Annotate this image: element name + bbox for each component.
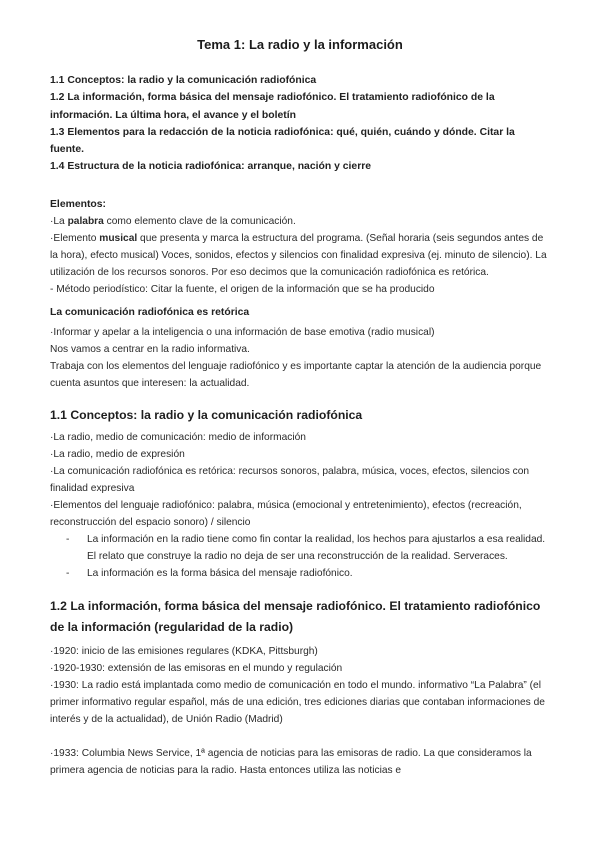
retorica-paragraph: Nos vamos a centrar en la radio informativa. [50,343,250,355]
section-paragraph: ·Elementos del lenguaje radiofónico: palabra, música (emocional y entretenimiento), efectos (recreación, reconstrucción del espacio sonoro) / silencio [50,499,522,528]
retorica-paragraph: ·Informar y apelar a la inteligencia o una información de base emotiva (radio musical) [50,326,435,338]
section-paragraph: ·1933: Columbia News Service, 1ª agencia de noticias para las emisoras de radio. La que consideramos la primera agencia de noticias para la radio. Hasta entonces utiliza las noticias e [50,747,532,776]
topic-index [50,72,550,176]
elementos-paragraph: ·Elemento musical que presenta y marca la estructura del programa. (Señal horaria (seis segundos antes de la hora), efecto musical) Voces, sonidos, efectos y silencios con finalidad expresiva (ej. minuto de silencio). La utilización de los recursos sonoros. Por eso decimos que la comunicación radiofónica es retórica. [50,232,547,278]
elementos-paragraph: - Método periodístico: Citar la fuente, el origen de la información que se ha producido [50,283,435,295]
elementos-paragraph: ·La palabra como elemento clave de la comunicación. [50,215,296,227]
dash-bullet: - [66,567,70,579]
section-heading: 1.1 Conceptos: la radio y la comunicación radiofónica [50,407,363,422]
section-heading: 1.2 La información, forma básica del mensaje radiofónico. El tratamiento radiofónico de la información (regularidad de la radio) [50,598,541,634]
section-paragraph: ·La radio, medio de expresión [50,448,185,460]
index-item: 1.4 Estructura de la noticia radiofónica: arranque, nación y cierre [50,161,372,173]
section-paragraph: ·1920: inicio de las emisiones regulares (KDKA, Pittsburgh) [50,645,318,657]
list-item: - La información en la radio tiene como fin contar la realidad, los hechos para ajustarlos a esa realidad. El relato que construye la radio no deja de ser una reconstrucción de la realidad. Serveraces. [66,531,550,565]
index-item: 1.1 Conceptos: la radio y la comunicación radiofónica [50,75,317,86]
section-paragraph: ·1920-1930: extensión de las emisoras en el mundo y regulación [50,662,343,674]
elementos-section [50,196,550,298]
section-paragraph: ·1930: La radio está implantada como medio de comunicación en todo el mundo. informativo “La Palabra” (el primer informativo regular español, más de una edición, tres ediciones diarias que contaban informaciones de interés y de la actualidad), de Unión Radio (Madrid) [50,679,545,725]
dash-list [50,531,550,582]
index-item: 1.2 La información, forma básica del mensaje radiofónico. El tratamiento radiofónico de la información. La última hora, el avance y el boletín [50,92,495,121]
retorica-heading: La comunicación radiofónica es retórica [50,306,250,318]
section-1-1 [50,405,550,582]
dash-bullet: - [66,533,70,545]
section-1-2 [50,596,550,779]
page-title: Tema 1: La radio y la información [197,37,403,52]
retorica-section [50,304,550,392]
list-item: - La información es la forma básica del mensaje radiofónico. [66,565,550,582]
section-paragraph: ·La comunicación radiofónica es retórica: recursos sonoros, palabra, música, voces, efectos, silencios con finalidad expresiva [50,465,530,494]
elementos-heading: Elementos: [50,198,107,210]
index-item: 1.3 Elementos para la redacción de la noticia radiofónica: qué, quién, cuándo y dónde. Citar la fuente. [50,126,515,156]
section-paragraph: ·La radio, medio de comunicación: medio de información [50,431,306,443]
retorica-paragraph: Trabaja con los elementos del lenguaje radiofónico y es importante captar la atención de la audiencia porque cuenta asuntos que interesen: la actualidad. [50,360,542,389]
